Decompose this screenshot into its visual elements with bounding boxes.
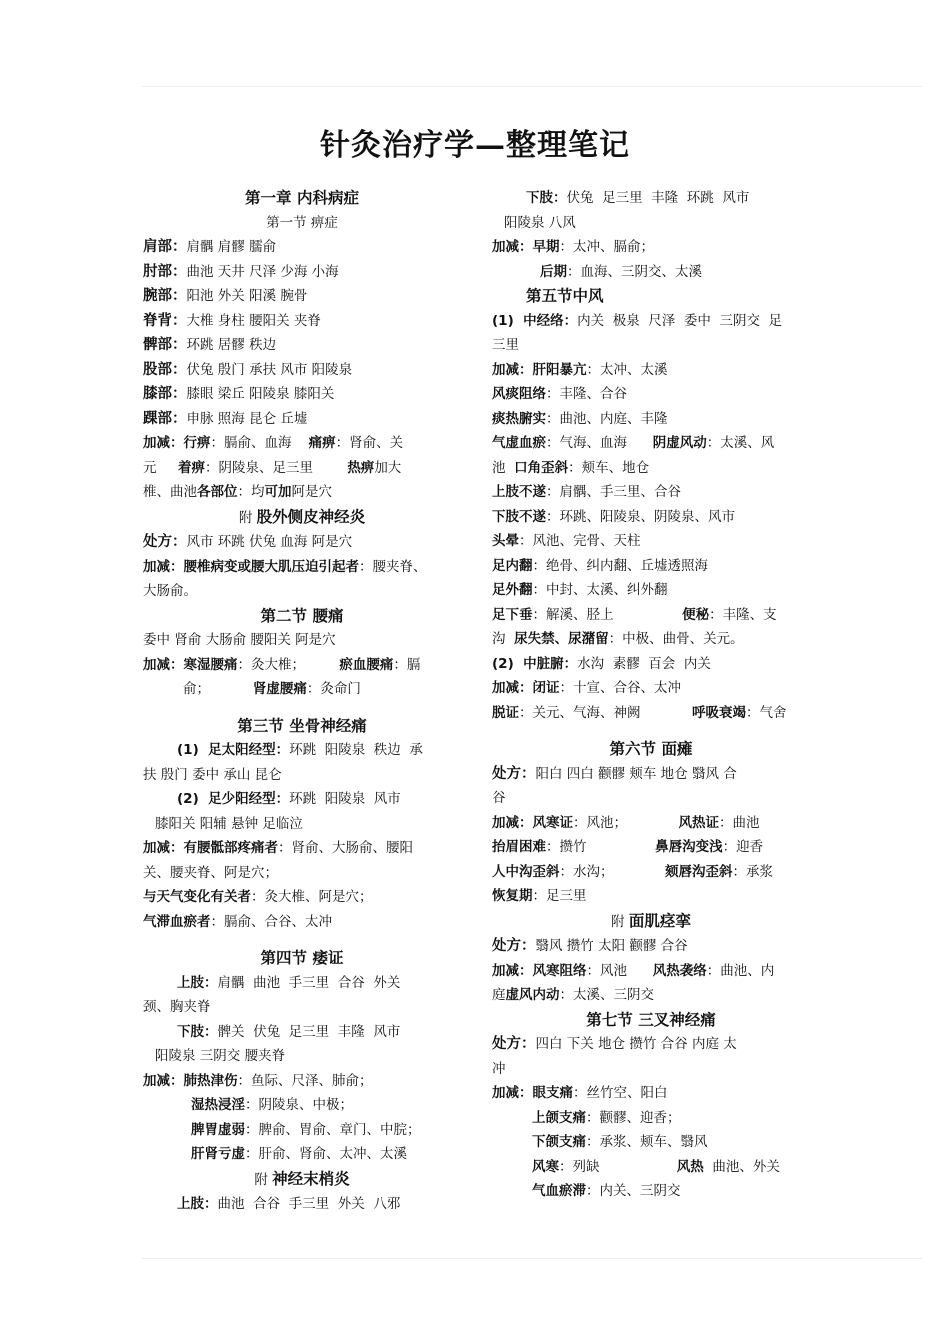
plain-text: 加大 xyxy=(374,459,402,476)
bold-term: 便秘 xyxy=(682,606,710,623)
bold-term: 加减： xyxy=(143,840,184,856)
point-list xyxy=(492,762,810,787)
spacer xyxy=(143,702,461,714)
plain-text: ：关元、气海、神阙 xyxy=(519,704,692,721)
plain-text: ：水沟； xyxy=(559,863,665,880)
text-line xyxy=(492,235,810,260)
plain-text: 阿是穴 xyxy=(291,484,332,500)
bold-term: 气虚血瘀 xyxy=(492,435,546,451)
plain-text: 池 xyxy=(492,459,515,476)
plain-text: ：腰夹脊、 xyxy=(359,558,427,575)
point-values: 风市 环跳 伏兔 血海 阿是穴 xyxy=(186,534,353,550)
point-values: 四白 下关 地仓 攒竹 合谷 内庭 太 xyxy=(535,1036,737,1052)
text-line: 关、腰夹脊、阿是穴； xyxy=(143,864,278,881)
text-line xyxy=(492,603,810,628)
bold-term: 虚风内动 xyxy=(505,987,560,1003)
text-line xyxy=(143,910,461,935)
text-line: 三里 xyxy=(492,337,519,353)
appendix-title: 面肌痉挛 xyxy=(628,911,691,930)
plain-text: ：阴陵泉、中极； xyxy=(245,1097,353,1113)
text-line xyxy=(143,555,461,580)
plain-text: 环跳 阳陵泉 秩边 承 xyxy=(289,742,423,758)
bold-term: 上肢： xyxy=(177,1196,218,1212)
plain-text: ：脾俞、胃俞、章门、中脘； xyxy=(245,1121,421,1138)
bold-term: 早期 xyxy=(532,239,560,255)
bold-term: 尿失禁、尿潴留 xyxy=(514,631,609,647)
bold-term: 阴虚风动 xyxy=(652,435,707,451)
plain-text: 曲池 合谷 手三里 外关 八邪 xyxy=(217,1196,401,1212)
text-line xyxy=(492,860,810,885)
bold-term: 风寒 xyxy=(532,1158,559,1175)
bold-term: 肾虚腰痛 xyxy=(252,681,307,697)
point-values: 肩髃 肩髎 臑俞 xyxy=(186,239,277,255)
bold-term: (2) 中脏腑： xyxy=(492,655,578,672)
plain-text: ：肾俞、大肠俞、腰阳 xyxy=(278,840,413,856)
section-heading: 第五节中风 xyxy=(526,287,604,305)
plain-text: ：血海、三阴交、太溪 xyxy=(567,263,702,280)
point-list xyxy=(143,382,461,407)
plain-text: ：太溪、三阴交 xyxy=(559,987,654,1003)
plain-text: ：风池； xyxy=(573,814,679,831)
bold-term: 行痹 xyxy=(183,435,211,451)
plain-text: ：膈俞、合谷、太冲 xyxy=(210,913,332,930)
spacer xyxy=(143,934,461,946)
bold-term: 风寒阻络 xyxy=(532,962,587,979)
plain-text: ：曲池、内庭、丰隆 xyxy=(546,410,668,427)
plain-text: ：承浆、颊车、翳风 xyxy=(586,1134,708,1150)
bold-term: 下肢不遂 xyxy=(492,508,546,525)
bold-term: 气滞血瘀者 xyxy=(143,913,211,930)
appendix-title: 股外侧皮神经炎 xyxy=(256,507,366,526)
text-line xyxy=(492,358,810,383)
appendix-prefix: 附 xyxy=(238,509,257,526)
spacer xyxy=(492,725,810,737)
bold-term: 加减： xyxy=(492,962,533,979)
plain-text: ：太溪、风 xyxy=(706,435,775,451)
text-line: 大肠俞。 xyxy=(143,583,197,599)
top-rule xyxy=(142,86,922,87)
bold-term: (1) 足太阳经型： xyxy=(177,742,290,758)
bold-term: 恢复期 xyxy=(492,888,533,904)
plain-text: ：解溪、胫上 xyxy=(532,606,683,623)
text-line xyxy=(143,480,461,505)
plain-text: ：承浆 xyxy=(732,863,773,880)
bold-term: 寒湿腰痛 xyxy=(183,656,238,673)
text-line: 阳陵泉 八风 xyxy=(504,214,576,231)
plain-text: ：内关、三阴交 xyxy=(586,1183,681,1199)
subsection-heading: 第一节 痹症 xyxy=(266,214,338,231)
text-line xyxy=(492,480,810,505)
text-line xyxy=(492,578,810,603)
text-line: 谷 xyxy=(492,790,506,806)
plain-text: ：中封、太溪、纠外翻 xyxy=(532,582,668,598)
text-line xyxy=(143,885,461,910)
text-line xyxy=(492,652,810,677)
bold-term: 风寒证 xyxy=(532,814,573,831)
region-label: 处方： xyxy=(143,534,187,550)
bold-term: 加减： xyxy=(143,435,184,451)
bold-term: 足外翻 xyxy=(492,582,533,598)
plain-text: ：曲池 xyxy=(719,814,760,831)
bold-term: 加减： xyxy=(492,361,533,378)
bold-term: 脾胃虚弱 xyxy=(191,1121,245,1138)
point-values: 大椎 身柱 腰阳关 夹脊 xyxy=(186,312,321,329)
plain-text: ：灸大椎； xyxy=(237,656,340,673)
bold-term: 头晕 xyxy=(492,533,519,549)
appendix-heading xyxy=(143,505,461,531)
plain-text: ：肾俞、关 xyxy=(335,435,404,451)
plain-text: ：中极、曲骨、关元。 xyxy=(608,631,744,647)
bold-term: 热痹 xyxy=(347,459,375,476)
bold-term: 上肢： xyxy=(177,974,218,991)
text-line xyxy=(492,260,810,285)
text-line xyxy=(143,1118,461,1143)
bold-term: 各部位 xyxy=(197,484,238,500)
text-line xyxy=(492,186,810,211)
bold-term: 风热 xyxy=(676,1158,704,1175)
text-line xyxy=(492,554,810,579)
point-values: 阳白 四白 颧髎 颊车 地仓 翳风 合 xyxy=(535,765,737,782)
right-column xyxy=(492,186,810,1204)
text-line xyxy=(492,407,810,432)
bold-term: 有腰骶部疼痛者 xyxy=(183,840,278,856)
appendix-prefix: 附 xyxy=(611,913,629,930)
plain-text: ：攒竹 xyxy=(546,839,656,855)
point-list xyxy=(492,1032,810,1057)
bold-term: 加减： xyxy=(143,558,184,575)
text-line xyxy=(143,836,461,861)
plain-text: ：十宣、合谷、太冲 xyxy=(559,680,681,696)
bold-term: 肝阳暴亢 xyxy=(532,361,587,378)
text-line xyxy=(143,738,461,763)
bold-term: 闭证 xyxy=(532,680,560,696)
point-values: 翳风 攒竹 太阳 颧髎 合谷 xyxy=(535,938,688,954)
plain-text: ：太冲、太溪 xyxy=(586,361,668,378)
plain-text: ：膈 xyxy=(393,656,421,673)
text-line xyxy=(492,1155,810,1180)
point-list xyxy=(492,934,810,959)
point-list xyxy=(143,235,461,260)
bold-term: 足下垂 xyxy=(492,606,533,623)
plain-text: 髀关 伏兔 足三里 丰隆 风市 xyxy=(217,1023,401,1040)
section-heading: 第二节 腰痛 xyxy=(260,606,344,625)
plain-text: 元 xyxy=(143,459,178,476)
text-line xyxy=(492,309,810,334)
point-list xyxy=(143,284,461,309)
appendix-heading xyxy=(492,909,810,935)
plain-text: ：太冲、膈俞； xyxy=(559,239,654,255)
plain-text: ：足三里 xyxy=(532,888,587,904)
region-label: 髀部： xyxy=(143,337,187,353)
text-line xyxy=(143,431,461,456)
text-line xyxy=(143,1142,461,1167)
bold-term: 口角歪斜 xyxy=(514,459,569,476)
bold-term: 加减： xyxy=(492,1085,533,1101)
section-heading: 第七节 三叉神经痛 xyxy=(586,1010,716,1029)
point-list xyxy=(143,407,461,432)
text-line xyxy=(492,1130,810,1155)
plain-text: 曲池、外关 xyxy=(703,1158,780,1175)
text-line xyxy=(492,676,810,701)
text-line xyxy=(492,701,810,726)
region-label: 处方： xyxy=(492,765,536,782)
bold-term: 呼吸衰竭 xyxy=(692,704,746,721)
plain-text: ：灸大椎、阿是穴； xyxy=(251,889,373,905)
plain-text: ：气海、血海 xyxy=(546,435,653,451)
plain-text: ：迎香 xyxy=(722,839,764,855)
text-line xyxy=(492,1179,810,1204)
point-list xyxy=(143,260,461,285)
text-line: 扶 殷门 委中 承山 昆仑 xyxy=(143,766,282,783)
region-label: 处方： xyxy=(492,1036,536,1052)
point-list xyxy=(143,333,461,358)
plain-text: 环跳 阳陵泉 风市 xyxy=(289,791,401,807)
text-line xyxy=(143,1020,461,1045)
bold-term: 上肢不遂 xyxy=(492,484,546,500)
section-heading: 第六节 面瘫 xyxy=(609,740,693,758)
bold-term: 加减： xyxy=(492,680,533,696)
plain-text: ：肝俞、肾俞、太冲、太溪 xyxy=(245,1146,407,1162)
plain-text: 沟 xyxy=(492,631,515,647)
bold-term: (2) 足少阳经型： xyxy=(177,791,290,807)
plain-text: ：均 xyxy=(237,484,265,500)
bold-term: 颏唇沟歪斜 xyxy=(665,863,733,880)
bold-term: 肝肾亏虚 xyxy=(191,1146,245,1162)
point-list xyxy=(143,309,461,334)
text-line xyxy=(143,971,461,996)
text-line: 阳陵泉 三阴交 腰夹脊 xyxy=(155,1048,286,1064)
point-values: 申脉 照海 昆仑 丘墟 xyxy=(186,410,308,427)
bold-term: 风痰阻络 xyxy=(492,386,546,402)
bold-term: 下肢： xyxy=(177,1023,218,1040)
plain-text: ：鱼际、尺泽、肺俞； xyxy=(237,1072,373,1089)
text-line xyxy=(143,1093,461,1118)
bold-term: 鼻唇沟变浅 xyxy=(655,839,723,855)
text-line xyxy=(143,1192,461,1217)
plain-text: 俞； xyxy=(183,681,253,697)
text-line xyxy=(143,456,461,481)
plain-text: 肩髃 曲池 手三里 合谷 外关 xyxy=(217,974,401,991)
text-line xyxy=(492,835,810,860)
point-values: 膝眼 梁丘 阳陵泉 膝阳关 xyxy=(186,386,335,402)
text-line: 颈、胸夹脊 xyxy=(143,999,211,1015)
point-list xyxy=(143,358,461,383)
text-line xyxy=(492,382,810,407)
region-label: 膝部： xyxy=(143,386,187,402)
plain-text: ：丝竹空、阳白 xyxy=(573,1085,668,1101)
bold-term: 瘀血腰痛 xyxy=(339,656,394,673)
bold-term: 脱证 xyxy=(492,704,519,721)
point-values: 阳池 外关 阳溪 腕骨 xyxy=(186,288,308,304)
region-label: 踝部： xyxy=(143,410,187,427)
text-line: 委中 肾俞 大肠俞 腰阳关 阿是穴 xyxy=(143,632,336,648)
plain-text: ：环跳、阳陵泉、阴陵泉、风市 xyxy=(546,508,735,525)
text-line: 冲 xyxy=(492,1060,506,1077)
plain-text: ：风池、完骨、天柱 xyxy=(519,533,641,549)
region-label: 肘部： xyxy=(143,263,187,280)
appendix-heading xyxy=(143,1167,461,1193)
text-line xyxy=(143,653,461,678)
plain-text: ：曲池、内 xyxy=(706,962,775,979)
text-line xyxy=(492,529,810,554)
bold-term: 眼支痛 xyxy=(532,1085,573,1101)
region-label: 处方： xyxy=(492,938,536,954)
text-line xyxy=(492,884,810,909)
bold-term: 腰椎病变或腰大肌压迫引起者 xyxy=(183,558,359,575)
text-line xyxy=(143,1069,461,1094)
point-values: 曲池 天井 尺泽 少海 小海 xyxy=(186,263,339,280)
text-line xyxy=(143,787,461,812)
bold-term: 气血瘀滞 xyxy=(532,1183,586,1199)
bold-term: (1) 中经络： xyxy=(492,312,578,329)
region-label: 股部： xyxy=(143,361,187,378)
bottom-rule xyxy=(142,1258,922,1259)
bold-term: 风热袭络 xyxy=(652,962,707,979)
plain-text: 内关 极泉 尺泽 委中 三阴交 足 xyxy=(577,312,783,329)
point-values: 伏兔 殷门 承扶 风市 阳陵泉 xyxy=(186,361,353,378)
plain-text: ：气舍 xyxy=(746,704,787,721)
text-line xyxy=(492,983,810,1008)
bold-term: 加减： xyxy=(143,656,184,673)
bold-term: 可加 xyxy=(264,484,292,500)
text-line xyxy=(492,1081,810,1106)
point-values: 环跳 居髎 秩边 xyxy=(186,337,277,353)
bold-term: 人中沟歪斜 xyxy=(492,863,560,880)
bold-term: 上颌支痛 xyxy=(532,1109,586,1126)
text-line xyxy=(492,627,810,652)
plain-text: 椎、曲池 xyxy=(143,484,197,500)
region-label: 腕部： xyxy=(143,288,187,304)
bold-term: 足内翻 xyxy=(492,557,533,574)
left-column xyxy=(143,186,461,1217)
bold-term: 痛痹 xyxy=(308,435,336,451)
text-line xyxy=(492,431,810,456)
bold-term: 加减： xyxy=(492,814,533,831)
bold-term: 后期 xyxy=(540,263,567,280)
section-heading: 第一章 内科病症 xyxy=(245,189,359,207)
bold-term: 加减： xyxy=(492,239,533,255)
plain-text: 庭 xyxy=(492,987,506,1003)
plain-text: 伏兔 足三里 丰隆 环跳 风市 xyxy=(566,190,750,206)
section-heading: 第四节 痿证 xyxy=(260,949,344,967)
plain-text: ：颊车、地仓 xyxy=(568,459,650,476)
plain-text: 水沟 素髎 百会 内关 xyxy=(577,655,711,672)
bold-term: 与天气变化有关者 xyxy=(143,889,251,905)
appendix-prefix: 附 xyxy=(254,1171,273,1188)
bold-term: 湿热浸淫 xyxy=(191,1097,245,1113)
section-heading: 第三节 坐骨神经痛 xyxy=(237,716,367,735)
plain-text: ：阴陵泉、足三里 xyxy=(204,459,348,476)
text-line xyxy=(492,505,810,530)
text-line xyxy=(492,811,810,836)
point-list xyxy=(143,530,461,555)
bold-term: 肺热津伤 xyxy=(183,1072,238,1089)
bold-term: 下颌支痛 xyxy=(532,1134,586,1150)
appendix-title: 神经末梢炎 xyxy=(272,1169,350,1188)
region-label: 脊背： xyxy=(143,312,187,329)
plain-text: ：灸命门 xyxy=(306,681,361,697)
text-line xyxy=(143,677,461,702)
plain-text: ：膈俞、血海 xyxy=(210,435,309,451)
text-line xyxy=(492,1106,810,1131)
plain-text: ：颧髎、迎香； xyxy=(586,1109,681,1126)
plain-text: ：丰隆、合谷 xyxy=(546,386,627,402)
plain-text: ：列缺 xyxy=(559,1158,677,1175)
page-title: 针灸治疗学—整理笔记 xyxy=(320,128,630,163)
plain-text: ：丰隆、支 xyxy=(709,606,777,623)
bold-term: 抬眉困难 xyxy=(492,839,546,855)
bold-term: 风热证 xyxy=(678,814,719,831)
text-line: 膝阳关 阳辅 悬钟 足临泣 xyxy=(155,815,303,832)
bold-term: 痰热腑实 xyxy=(492,410,546,427)
region-label: 肩部： xyxy=(143,239,187,255)
plain-text: ：风池 xyxy=(586,962,653,979)
text-line xyxy=(492,959,810,984)
plain-text: ：绝骨、纠内翻、丘墟透照海 xyxy=(532,557,708,574)
plain-text: ：肩髃、手三里、合谷 xyxy=(546,484,681,500)
bold-term: 加减： xyxy=(143,1072,184,1089)
bold-term: 着痹 xyxy=(177,459,205,476)
text-line xyxy=(492,456,810,481)
bold-term: 下肢： xyxy=(526,190,567,206)
